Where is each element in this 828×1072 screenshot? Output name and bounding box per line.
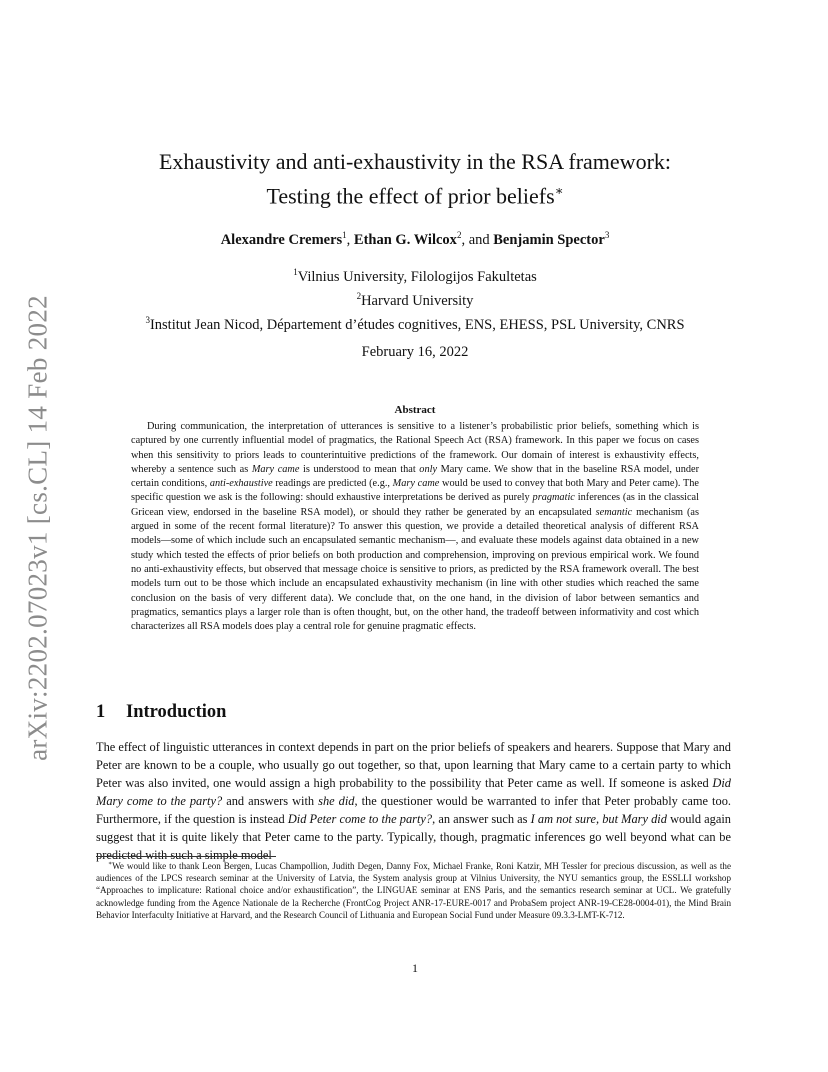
- abstract-text: inferences (as in the classical Gricean view, endorsed in the baseline RSA model), or should they rather be generated by an encapsulated: [131, 492, 699, 518]
- abstract-emphasis: semantic: [595, 506, 633, 518]
- affiliation-1-text: Vilnius University, Filologijos Fakultetas: [297, 268, 537, 285]
- section-number: 1: [96, 702, 106, 722]
- affiliation-1-mark: 1: [293, 267, 298, 277]
- author-separator-2: , and: [461, 231, 494, 248]
- intro-text: and answers with: [222, 794, 319, 808]
- intro-text: , an answer such as: [432, 812, 531, 826]
- intro-emphasis: I am not sure, but Mary did: [530, 812, 667, 826]
- abstract-text: is understood to mean that: [299, 463, 420, 475]
- author-spector-mark: 3: [604, 230, 610, 240]
- author-cremers: Alexandre Cremers: [220, 231, 343, 248]
- intro-emphasis: she did: [318, 794, 355, 808]
- abstract-text: mechanism (as argued in some of the recent formal literature)? To answer this question, we provide a detailed theoretical analysis of different RSA models—some of which include such an encapsulated semantic mechanism—, and evaluate these models against data obtained in a new study which tested the effects of prior beliefs on both production and comprehension, improving on previous empirical work. We found no anti-exhaustivity effects, but observed that message choice is sensitive to priors, as predicted by the RSA framework overall. The best models turn out to be those which include an encapsulated exhaustivity mechanism (in line with other studies which reached the same conclusion on the basis of very different data). We conclude that, on the one hand, in the division of labor between semantics and pragmatics, semantics plays a larger role than is often thought, but, on the other hand, the tradeoff between informativity and cost which characterizes all RSA models does play a central role for genuine pragmatic effects.: [131, 506, 699, 633]
- abstract-text: Mary came. We show that in the baseline RSA model, under certain conditions,: [131, 463, 699, 490]
- intro-text: , the questioner would be warranted to infer that Peter probably came too. Furthermore, if the question is instead: [96, 794, 731, 826]
- intro-emphasis: Did Peter come to the party?: [287, 812, 433, 826]
- author-list: [100, 230, 730, 249]
- intro-text: The effect of linguistic utterances in context depends in part on the prior beliefs of speakers and hearers. Suppose that Mary and Peter are known to be a couple, who usually go out together, so that, upon learning that Mary came to a certain party to which Peter was also invited, one would assign a high probability to the possibility that Peter came as well. If someone is asked: [96, 740, 731, 790]
- introduction-paragraph: [96, 738, 731, 864]
- footnote: [96, 858, 731, 921]
- intro-emphasis: Did Mary come to the party?: [96, 776, 731, 808]
- affiliations: [100, 263, 730, 334]
- affiliation-1: [100, 263, 730, 287]
- abstract-text: readings are predicted (e.g.,: [272, 478, 393, 490]
- affiliation-2: [100, 287, 730, 311]
- page-number: 1: [412, 961, 418, 975]
- author-spector: Benjamin Spector: [493, 231, 605, 248]
- abstract-emphasis: only: [419, 463, 438, 475]
- footnote-text: We would like to thank Leon Bergen, Lucas Champollion, Judith Degen, Danny Fox, Michael Franke, Roni Katzir, MH Tessler for precious discussion, as well as the audiences of the LPCS research seminar at the University of Latvia, the System analysis group at Vilnius University, the NYU semantics group, the ESSLLI workshop “Approaches to implicature: Rational choice and/or exhaustification”, the LINGUAE seminar at ENS Paris, and the semantics research seminar at UCL. We gratefully acknowledge funding from the Agence Nationale de la Recherche (FrontCog Project ANR-17-EURE-0017 and ProbaSem project ANR-19-CE28-0004-01), the Mind Brain Behavior Interfaculty Initiative at Harvard, and the Research Council of Lithuania and European Social Fund under Measure 09.3.3-LMT-K-712.: [96, 861, 731, 920]
- author-wilcox-mark: 2: [456, 230, 462, 240]
- author-cremers-mark: 1: [342, 230, 347, 240]
- title-line-1: Exhaustivity and anti-exhaustivity in the RSA framework:: [158, 149, 672, 174]
- abstract-emphasis: Mary came: [251, 463, 300, 475]
- affiliation-2-text: Harvard University: [361, 292, 474, 309]
- affiliation-3-mark: 3: [145, 314, 150, 325]
- section-title: Introduction: [126, 702, 227, 722]
- arxiv-identifier: arXiv:2202.07023v1 [cs.CL] 14 Feb 2022: [22, 295, 53, 761]
- affiliation-3-text: Institut Jean Nicod, Département d’études cognitives, ENS, EHESS, PSL University, CNRS: [149, 316, 685, 333]
- abstract-body: [131, 420, 699, 634]
- intro-text: would again suggest that it is quite likely that Peter came to the party. Typically, though, pragmatic inferences go well beyond what can be predicted with such a simple model: [96, 812, 732, 862]
- footnote-mark: ∗: [108, 861, 113, 867]
- abstract-text: would be used to convey that both Mary and Peter came). The specific question we ask is the following: should exhaustive interpretations be derived as purely: [131, 478, 699, 504]
- author-separator-1: ,: [346, 231, 354, 248]
- abstract-text: During communication, the interpretation of utterances is sensitive to a listener’s probabilistic prior beliefs, something which is captured by one currently influential model of pragmatics, the Rational Speech Act (RSA) framework. In this paper we focus on cases when this sensitivity to priors leads to counterintuitive predictions of the framework. Our domain of interest is exhaustivity effects, whereby a sentence such as: [131, 421, 699, 475]
- abstract-heading: Abstract: [394, 404, 436, 416]
- abstract-emphasis: pragmatic: [532, 492, 575, 504]
- abstract-emphasis: Mary came: [392, 478, 440, 490]
- author-wilcox: Ethan G. Wilcox: [353, 231, 457, 248]
- footnote-divider: [96, 856, 276, 857]
- affiliation-3: [100, 311, 730, 335]
- section-heading-introduction: [96, 702, 226, 723]
- title-line-2-text: Testing the effect of prior beliefs: [266, 183, 555, 209]
- abstract-emphasis: anti-exhaustive: [209, 478, 273, 490]
- title-line-2: [100, 176, 730, 210]
- paper-title: [100, 147, 730, 210]
- title-footnote-mark: ∗: [554, 183, 564, 198]
- affiliation-2-mark: 2: [356, 290, 362, 301]
- paper-date: February 16, 2022: [361, 344, 469, 360]
